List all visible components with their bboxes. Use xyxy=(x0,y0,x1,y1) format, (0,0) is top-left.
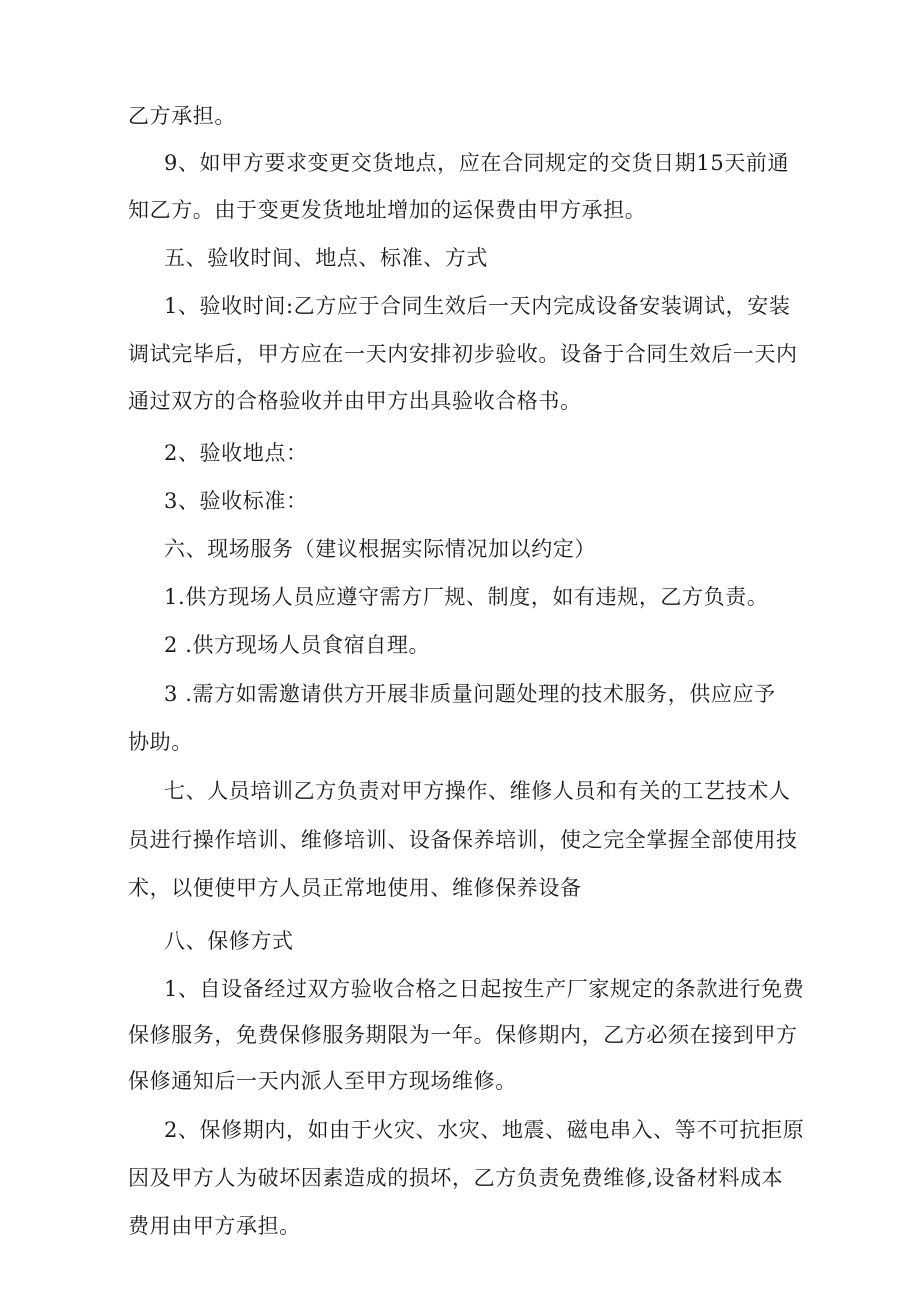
section-7-line-1: 七、人员培训乙方负责对甲方操作、维修人员和有关的工艺技术人 xyxy=(164,779,791,803)
item-8-1-line-3: 保修通知后一天内派人至甲方现场维修。 xyxy=(128,1069,517,1093)
section-heading-8: 八、保修方式 xyxy=(164,929,294,953)
item-8-2-line-1: 2、保修期内，如由于火灾、水灾、地震、磁电串入、等不可抗拒原 xyxy=(164,1118,805,1142)
item-5-1-line-1: 1、验收时间:乙方应于合同生效后一天内完成设备安装调试，安装 xyxy=(164,294,791,318)
item-8-1-line-1: 1、自设备经过双方验收合格之日起按生产厂家规定的条款进行免费 xyxy=(164,977,805,1001)
item-5-2: 2、验收地点： xyxy=(164,441,308,465)
item-5-1-line-2: 调试完毕后，甲方应在一天内安排初步验收。设备于合同生效后一天内 xyxy=(128,342,798,366)
item-5-1-line-3: 通过双方的合格验收并由甲方出具验收合格书。 xyxy=(128,389,582,413)
item-6-1: 1.供方现场人员应遵守需方厂规、制度，如有违规，乙方负责。 xyxy=(164,585,769,609)
paragraph-9-line-2: 知乙方。由于变更发货地址增加的运保费由甲方承担。 xyxy=(128,198,647,222)
item-8-1-line-2: 保修服务，免费保修服务期限为一年。保修期内，乙方必须在接到甲方 xyxy=(128,1023,798,1047)
text-line: 乙方承担。 xyxy=(128,104,236,128)
section-heading-6: 六、现场服务（建议根据实际情况加以约定） xyxy=(164,537,596,561)
item-6-2: 2 .供方现场人员食宿自理。 xyxy=(164,633,431,657)
section-7-line-2: 员进行操作培训、维修培训、设备保养培训，使之完全掌握全部使用技 xyxy=(128,828,798,852)
section-heading-5: 五、验收时间、地点、标准、方式 xyxy=(164,246,488,270)
item-8-2-line-3: 费用由甲方承担。 xyxy=(128,1214,301,1238)
item-6-3-line-2: 协助。 xyxy=(128,730,193,754)
item-5-3: 3、验收标准： xyxy=(164,489,308,513)
item-6-3-line-1: 3 .需方如需邀请供方开展非质量问题处理的技术服务，供应应予 xyxy=(164,682,776,706)
paragraph-9-line-1: 9、如甲方要求变更交货地点，应在合同规定的交货日期15天前通 xyxy=(164,151,790,175)
item-8-2-line-2: 因及甲方人为破坏因素造成的损坏，乙方负责免费维修,设备材料成本 xyxy=(128,1166,784,1190)
section-7-line-3: 术，以便使甲方人员正常地使用、维修保养设备 xyxy=(128,876,582,900)
